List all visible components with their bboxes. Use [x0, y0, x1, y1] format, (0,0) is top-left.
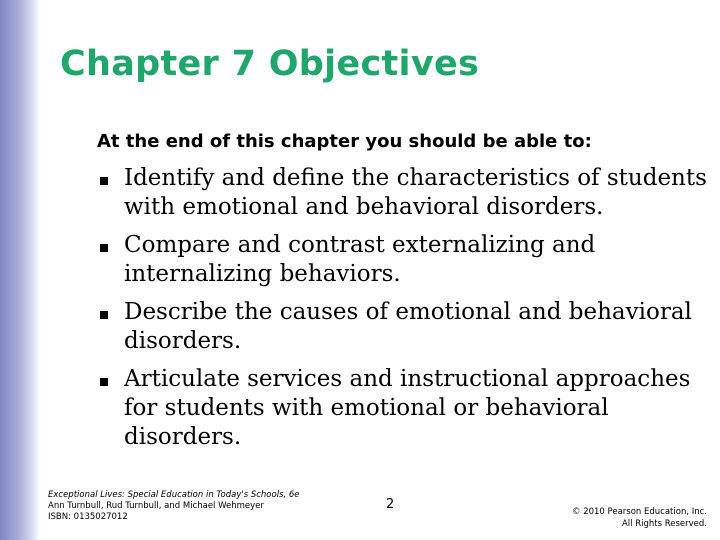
square-bullet-icon [100, 311, 108, 319]
page-number: 2 [386, 497, 395, 512]
objective-text: Describe the causes of emotional and behavioral disorders. [124, 299, 692, 354]
side-accent-bar [0, 0, 40, 540]
rights-text: All Rights Reserved. [621, 519, 707, 529]
footer-book-title: Exceptional Lives: Special Education in Today's Schools, 6e [48, 490, 300, 500]
objective-text: Identify and define the characteristics of students with emotional and behavioral disorders. [124, 165, 707, 220]
footer-citation [48, 490, 310, 523]
objective-item [97, 365, 712, 452]
footer-authors: Ann Turnbull, Rud Turnbull, and Michael Wehmeyer [48, 501, 264, 511]
objective-item [97, 231, 712, 289]
square-bullet-icon [100, 378, 108, 386]
slide-title: Chapter 7 Objectives [60, 44, 480, 84]
copyright-text: © 2010 Pearson Education, Inc. [572, 507, 707, 517]
objectives-list [97, 164, 712, 461]
footer-isbn: ISBN: 0135027012 [48, 512, 128, 522]
objective-text: Compare and contrast externalizing and internalizing behaviors. [124, 232, 596, 287]
square-bullet-icon [100, 177, 108, 185]
objective-item [97, 164, 712, 222]
objective-item [97, 298, 712, 356]
footer-copyright [507, 506, 707, 530]
square-bullet-icon [100, 244, 108, 252]
objective-text: Articulate services and instructional approaches for students with emotional or behavioral disorders. [124, 366, 691, 450]
intro-text: At the end of this chapter you should be able to: [97, 131, 592, 152]
